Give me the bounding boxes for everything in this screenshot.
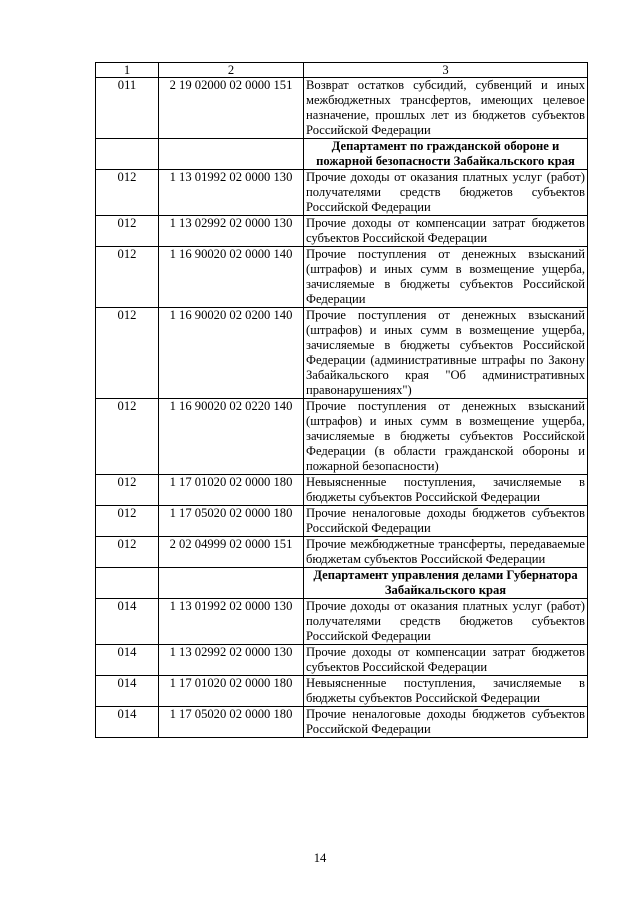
description-cell: Прочие поступления от денежных взысканий (штрафов) и иных сумм в возмещение ущерба, зачисляемые в бюджеты субъектов Российской Федерации (в области гражданской обороны и пожарной безопасности): [304, 399, 588, 475]
admin-code-cell: 012: [96, 506, 159, 537]
budget-code-cell: 1 17 01020 02 0000 180: [159, 475, 304, 506]
budget-code-cell: 1 17 05020 02 0000 180: [159, 707, 304, 738]
budget-code-cell: 1 16 90020 02 0220 140: [159, 399, 304, 475]
table-row: [96, 78, 588, 139]
admin-code-cell: 012: [96, 399, 159, 475]
admin-code-cell: 012: [96, 308, 159, 399]
budget-code-cell: 1 13 02992 02 0000 130: [159, 216, 304, 247]
table-row: [96, 645, 588, 676]
table-row: [96, 537, 588, 568]
description-cell: Прочие доходы от оказания платных услуг (работ) получателями средств бюджетов субъектов Российской Федерации: [304, 599, 588, 645]
description-cell: Прочие неналоговые доходы бюджетов субъектов Российской Федерации: [304, 506, 588, 537]
admin-code-cell: 014: [96, 707, 159, 738]
budget-code-cell: 1 17 05020 02 0000 180: [159, 506, 304, 537]
table-row: [96, 247, 588, 308]
description-cell: Невыясненные поступления, зачисляемые в бюджеты субъектов Российской Федерации: [304, 676, 588, 707]
description-cell: Прочие поступления от денежных взысканий (штрафов) и иных сумм в возмещение ущерба, зачисляемые в бюджеты субъектов Российской Федерации: [304, 247, 588, 308]
admin-code-cell: 012: [96, 216, 159, 247]
description-cell: Прочие доходы от компенсации затрат бюджетов субъектов Российской Федерации: [304, 216, 588, 247]
empty-cell: [159, 568, 304, 599]
page-number: 14: [313, 851, 327, 865]
admin-code-cell: 011: [96, 78, 159, 139]
empty-cell: [159, 139, 304, 170]
table-row: [96, 599, 588, 645]
budget-code-cell: 2 02 04999 02 0000 151: [159, 537, 304, 568]
description-cell: Невыясненные поступления, зачисляемые в бюджеты субъектов Российской Федерации: [304, 475, 588, 506]
table-row: [96, 707, 588, 738]
section-header-row: [96, 568, 588, 599]
budget-code-cell: 1 13 02992 02 0000 130: [159, 645, 304, 676]
description-cell: Прочие доходы от оказания платных услуг (работ) получателями средств бюджетов субъектов Российской Федерации: [304, 170, 588, 216]
budget-code-cell: 1 16 90020 02 0000 140: [159, 247, 304, 308]
table-row: [96, 308, 588, 399]
admin-code-cell: 012: [96, 170, 159, 216]
budget-code-cell: 1 17 01020 02 0000 180: [159, 676, 304, 707]
table-row: [96, 216, 588, 247]
table-row: [96, 676, 588, 707]
section-title: Департамент по гражданской обороне и пожарной безопасности Забайкальского края: [304, 139, 588, 170]
budget-code-cell: 1 13 01992 02 0000 130: [159, 170, 304, 216]
admin-code-cell: 014: [96, 676, 159, 707]
description-cell: Прочие неналоговые доходы бюджетов субъектов Российской Федерации: [304, 707, 588, 738]
admin-code-cell: 014: [96, 645, 159, 676]
table-row: [96, 475, 588, 506]
description-cell: Прочие доходы от компенсации затрат бюджетов субъектов Российской Федерации: [304, 645, 588, 676]
description-cell: Возврат остатков субсидий, субвенций и иных межбюджетных трансфертов, имеющих целевое назначение, прошлых лет из бюджетов субъектов Российской Федерации: [304, 78, 588, 139]
admin-code-cell: 014: [96, 599, 159, 645]
column-header-3: 3: [304, 63, 588, 78]
admin-code-cell: 012: [96, 475, 159, 506]
budget-code-cell: 1 16 90020 02 0200 140: [159, 308, 304, 399]
empty-cell: [96, 139, 159, 170]
table-row: [96, 506, 588, 537]
column-header-1: 1: [96, 63, 159, 78]
description-cell: Прочие межбюджетные трансферты, передаваемые бюджетам субъектов Российской Федерации: [304, 537, 588, 568]
revenue-codes-table: [95, 62, 588, 738]
table-row: [96, 399, 588, 475]
admin-code-cell: 012: [96, 247, 159, 308]
description-cell: Прочие поступления от денежных взысканий (штрафов) и иных сумм в возмещение ущерба, зачисляемые в бюджеты субъектов Российской Федерации (административные штрафы по Закону Забайкальского края "Об административных правонарушениях"): [304, 308, 588, 399]
budget-code-cell: 2 19 02000 02 0000 151: [159, 78, 304, 139]
admin-code-cell: 012: [96, 537, 159, 568]
column-header-2: 2: [159, 63, 304, 78]
section-title: Департамент управления делами Губернатора Забайкальского края: [304, 568, 588, 599]
empty-cell: [96, 568, 159, 599]
table-row: [96, 170, 588, 216]
section-header-row: [96, 139, 588, 170]
table-body: [96, 78, 588, 738]
table-header-row: [96, 63, 588, 78]
budget-code-cell: 1 13 01992 02 0000 130: [159, 599, 304, 645]
